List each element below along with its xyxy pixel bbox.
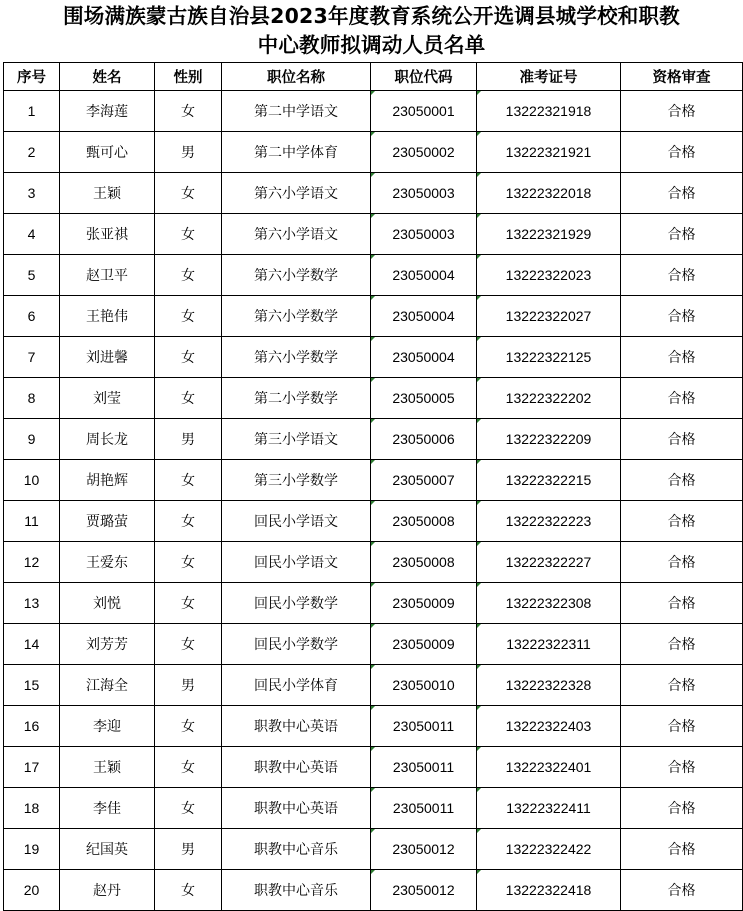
cell-qualification: 合格: [621, 337, 743, 378]
cell-qualification: 合格: [621, 173, 743, 214]
cell-position-code: 23050002: [371, 132, 477, 173]
cell-exam-number: 13222322403: [477, 706, 621, 747]
cell-name: 纪国英: [60, 829, 155, 870]
cell-index: 13: [4, 583, 60, 624]
table-row: [4, 829, 743, 870]
cell-exam-number: 13222322215: [477, 460, 621, 501]
cell-position: 第三小学语文: [222, 419, 371, 460]
cell-name: 张亚祺: [60, 214, 155, 255]
cell-exam-number: 13222322328: [477, 665, 621, 706]
cell-position-code: 23050011: [371, 788, 477, 829]
cell-qualification: 合格: [621, 91, 743, 132]
cell-exam-number: 13222322018: [477, 173, 621, 214]
cell-name: 胡艳辉: [60, 460, 155, 501]
cell-name: 甄可心: [60, 132, 155, 173]
header-index: 序号: [4, 63, 60, 91]
cell-exam-number: 13222322422: [477, 829, 621, 870]
cell-index: 17: [4, 747, 60, 788]
table-row: [4, 214, 743, 255]
cell-gender: 女: [155, 337, 222, 378]
cell-gender: 女: [155, 296, 222, 337]
cell-name: 王颖: [60, 173, 155, 214]
cell-gender: 女: [155, 255, 222, 296]
cell-name: 江海全: [60, 665, 155, 706]
cell-index: 6: [4, 296, 60, 337]
cell-name: 赵卫平: [60, 255, 155, 296]
table-row: [4, 706, 743, 747]
cell-gender: 女: [155, 706, 222, 747]
cell-qualification: 合格: [621, 214, 743, 255]
cell-gender: 女: [155, 460, 222, 501]
cell-qualification: 合格: [621, 583, 743, 624]
cell-position: 职教中心英语: [222, 747, 371, 788]
cell-position-code: 23050007: [371, 460, 477, 501]
cell-position: 职教中心英语: [222, 706, 371, 747]
cell-index: 19: [4, 829, 60, 870]
cell-gender: 男: [155, 419, 222, 460]
cell-position: 回民小学数学: [222, 624, 371, 665]
cell-qualification: 合格: [621, 788, 743, 829]
cell-position-code: 23050003: [371, 173, 477, 214]
cell-position-code: 23050008: [371, 542, 477, 583]
title-line-2: 中心教师拟调动人员名单: [257, 33, 486, 57]
cell-index: 14: [4, 624, 60, 665]
cell-position: 第六小学数学: [222, 296, 371, 337]
table-row: [4, 173, 743, 214]
cell-gender: 女: [155, 788, 222, 829]
cell-name: 刘芳芳: [60, 624, 155, 665]
cell-qualification: 合格: [621, 829, 743, 870]
cell-gender: 女: [155, 542, 222, 583]
cell-name: 王爱东: [60, 542, 155, 583]
table-row: [4, 378, 743, 419]
cell-position-code: 23050001: [371, 91, 477, 132]
cell-position: 回民小学体育: [222, 665, 371, 706]
cell-position: 第二中学体育: [222, 132, 371, 173]
cell-exam-number: 13222321929: [477, 214, 621, 255]
cell-index: 7: [4, 337, 60, 378]
cell-name: 李海莲: [60, 91, 155, 132]
header-name: 姓名: [60, 63, 155, 91]
table-row: [4, 624, 743, 665]
cell-position-code: 23050011: [371, 747, 477, 788]
table-row: [4, 337, 743, 378]
cell-position-code: 23050009: [371, 624, 477, 665]
cell-index: 10: [4, 460, 60, 501]
table-row: [4, 132, 743, 173]
cell-position-code: 23050011: [371, 706, 477, 747]
cell-name: 周长龙: [60, 419, 155, 460]
cell-position: 第六小学语文: [222, 214, 371, 255]
cell-qualification: 合格: [621, 501, 743, 542]
table-row: [4, 542, 743, 583]
cell-position-code: 23050009: [371, 583, 477, 624]
cell-exam-number: 13222322223: [477, 501, 621, 542]
table-row: [4, 870, 743, 911]
table-row: [4, 747, 743, 788]
cell-index: 8: [4, 378, 60, 419]
title-line-1: 围场满族蒙古族自治县2023年度教育系统公开选调县城学校和职教: [63, 4, 680, 28]
cell-gender: 女: [155, 624, 222, 665]
cell-exam-number: 13222322027: [477, 296, 621, 337]
cell-qualification: 合格: [621, 460, 743, 501]
cell-qualification: 合格: [621, 624, 743, 665]
cell-exam-number: 13222322202: [477, 378, 621, 419]
cell-position: 第二中学语文: [222, 91, 371, 132]
cell-position: 职教中心音乐: [222, 870, 371, 911]
document-title: [0, 0, 743, 62]
cell-name: 刘进馨: [60, 337, 155, 378]
cell-gender: 女: [155, 91, 222, 132]
cell-position-code: 23050003: [371, 214, 477, 255]
cell-gender: 女: [155, 870, 222, 911]
cell-position: 回民小学语文: [222, 501, 371, 542]
cell-qualification: 合格: [621, 132, 743, 173]
header-position-code: 职位代码: [371, 63, 477, 91]
cell-gender: 女: [155, 747, 222, 788]
cell-qualification: 合格: [621, 747, 743, 788]
cell-exam-number: 13222322023: [477, 255, 621, 296]
cell-qualification: 合格: [621, 542, 743, 583]
table-row: [4, 91, 743, 132]
cell-index: 4: [4, 214, 60, 255]
cell-gender: 男: [155, 132, 222, 173]
header-position: 职位名称: [222, 63, 371, 91]
cell-exam-number: 13222322401: [477, 747, 621, 788]
cell-position-code: 23050012: [371, 829, 477, 870]
table-row: [4, 460, 743, 501]
cell-position-code: 23050012: [371, 870, 477, 911]
cell-index: 16: [4, 706, 60, 747]
cell-position-code: 23050004: [371, 255, 477, 296]
cell-gender: 女: [155, 173, 222, 214]
cell-gender: 男: [155, 829, 222, 870]
cell-position-code: 23050005: [371, 378, 477, 419]
header-exam-number: 准考证号: [477, 63, 621, 91]
cell-qualification: 合格: [621, 665, 743, 706]
cell-name: 刘莹: [60, 378, 155, 419]
cell-qualification: 合格: [621, 870, 743, 911]
cell-name: 李佳: [60, 788, 155, 829]
table-row: [4, 296, 743, 337]
cell-position-code: 23050004: [371, 296, 477, 337]
cell-qualification: 合格: [621, 255, 743, 296]
cell-exam-number: 13222322418: [477, 870, 621, 911]
cell-position: 第二小学数学: [222, 378, 371, 419]
cell-name: 刘悦: [60, 583, 155, 624]
cell-exam-number: 13222322227: [477, 542, 621, 583]
cell-gender: 男: [155, 665, 222, 706]
cell-exam-number: 13222322311: [477, 624, 621, 665]
cell-exam-number: 13222321921: [477, 132, 621, 173]
cell-index: 18: [4, 788, 60, 829]
cell-index: 2: [4, 132, 60, 173]
cell-position: 第六小学数学: [222, 255, 371, 296]
cell-position: 职教中心音乐: [222, 829, 371, 870]
cell-position: 第六小学语文: [222, 173, 371, 214]
transfer-list-table: [3, 62, 743, 911]
cell-exam-number: 13222321918: [477, 91, 621, 132]
table-row: [4, 788, 743, 829]
cell-position: 第六小学数学: [222, 337, 371, 378]
cell-index: 3: [4, 173, 60, 214]
table-row: [4, 583, 743, 624]
cell-index: 15: [4, 665, 60, 706]
cell-index: 9: [4, 419, 60, 460]
table-row: [4, 419, 743, 460]
cell-position-code: 23050004: [371, 337, 477, 378]
header-gender: 性别: [155, 63, 222, 91]
cell-exam-number: 13222322308: [477, 583, 621, 624]
cell-index: 12: [4, 542, 60, 583]
cell-name: 李迎: [60, 706, 155, 747]
cell-qualification: 合格: [621, 706, 743, 747]
cell-position: 回民小学语文: [222, 542, 371, 583]
cell-position: 第三小学数学: [222, 460, 371, 501]
cell-qualification: 合格: [621, 378, 743, 419]
cell-name: 赵丹: [60, 870, 155, 911]
cell-exam-number: 13222322209: [477, 419, 621, 460]
cell-index: 11: [4, 501, 60, 542]
header-row: [4, 63, 743, 91]
table-row: [4, 501, 743, 542]
cell-position-code: 23050008: [371, 501, 477, 542]
cell-gender: 女: [155, 583, 222, 624]
header-qualification: 资格审查: [621, 63, 743, 91]
cell-name: 王艳伟: [60, 296, 155, 337]
cell-name: 贾璐萤: [60, 501, 155, 542]
cell-exam-number: 13222322125: [477, 337, 621, 378]
cell-position: 职教中心英语: [222, 788, 371, 829]
cell-exam-number: 13222322411: [477, 788, 621, 829]
table-row: [4, 665, 743, 706]
cell-position: 回民小学数学: [222, 583, 371, 624]
cell-gender: 女: [155, 378, 222, 419]
cell-index: 1: [4, 91, 60, 132]
table-row: [4, 255, 743, 296]
cell-position-code: 23050010: [371, 665, 477, 706]
cell-qualification: 合格: [621, 296, 743, 337]
cell-gender: 女: [155, 501, 222, 542]
cell-index: 5: [4, 255, 60, 296]
cell-index: 20: [4, 870, 60, 911]
cell-gender: 女: [155, 214, 222, 255]
cell-position-code: 23050006: [371, 419, 477, 460]
cell-name: 王颖: [60, 747, 155, 788]
cell-qualification: 合格: [621, 419, 743, 460]
